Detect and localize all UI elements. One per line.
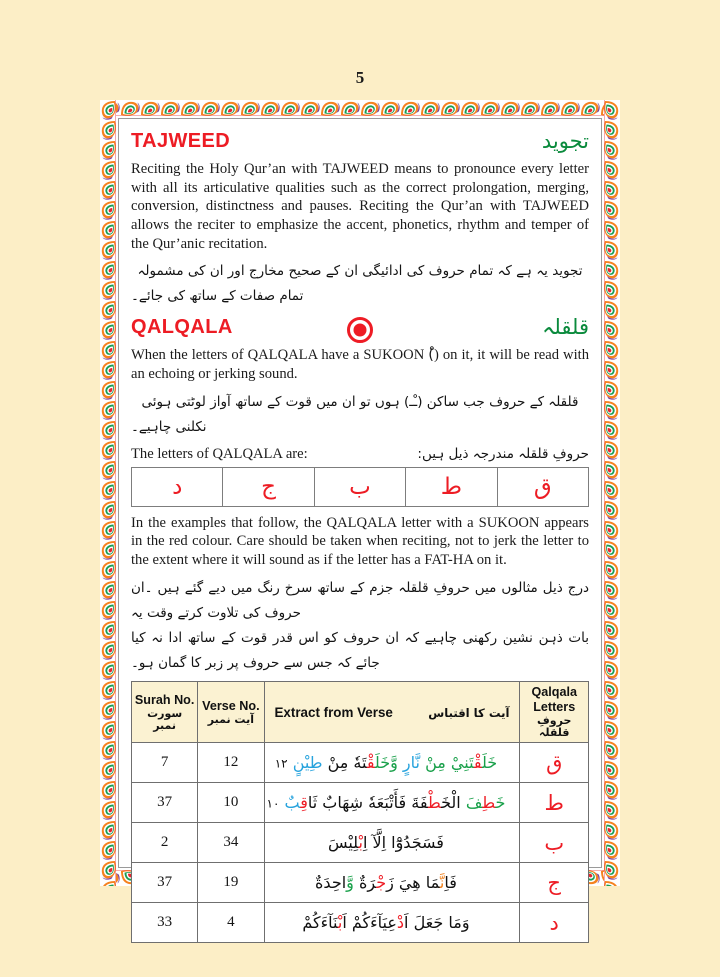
page-number: 5 [355, 68, 365, 87]
cell-verse-extract: فَاِنَّمَا هِيَ زَجْرَةٌ وَّاحِدَةٌ [264, 863, 520, 903]
cell-qalqala-letter: ق [520, 743, 589, 783]
column-header-qalqala-letters-en-line2: Letters [533, 699, 576, 714]
qalqala-paragraph-english: When the letters of QALQALA have a SUKOON (ْ) on it, it will be read with an echoing or jerking sound. [131, 347, 589, 382]
cell-verse-extract: خَطِفَ الْخَطْفَةَ فَأَتْبَعَهٗ شِهَابٌ ثَاقِبٌ ۱۰ [264, 783, 520, 823]
qalqala-note-urdu-line2: بات ذہن نشین رکھنی چاہیے کہ ان حروف کو اس قدر قوت کے ساتھ ادا نہ کیا جائے کہ جس سے حروف پر زبر کا گمان ہو۔ [131, 629, 589, 671]
table-row [132, 903, 589, 943]
cell-surah-no: 33 [132, 903, 198, 943]
cell-surah-no: 7 [132, 743, 198, 783]
column-header-qalqala-letters [520, 682, 589, 743]
tajweed-title: TAJWEED [131, 130, 231, 152]
column-header-extract-ur: آیت کا اقتباس [428, 705, 510, 720]
qalqala-note-urdu-line1: درج ذیل مثالوں میں حروفِ قلقلہ جزم کے ساتھ سرخ رنگ میں دیے گئے ہیں ۔ان حروف کی تلاوت کرتے وقت یہ [131, 579, 589, 621]
column-header-surah-no-ur: سورت نمبر [147, 706, 183, 732]
column-header-verse-no-ur: آیت نمبر [207, 712, 254, 726]
cell-verse-no: 34 [198, 823, 264, 863]
column-header-qalqala-letters-ur: حروفِ قلقلہ [537, 713, 572, 739]
qalqala-letter-cell: ق [497, 467, 588, 506]
tajweed-title-urdu: تجوید [541, 129, 589, 153]
cell-qalqala-letter: ج [520, 863, 589, 903]
column-header-qalqala-letters-en-line1: Qalqala [531, 685, 577, 700]
tajweed-paragraph-english: Reciting the Holy Qur’an with TAJWEED means to pronounce every letter with all its articulative qualities such as the correct prolongation, merging, conversion, distinctness and pauses. Reciting the Qur’an with TAJWEED allows the reciter to emphasize the accent, phonetics, rhythm and temper of the Qur’anic recitation. [131, 161, 589, 252]
decorative-page-frame [100, 100, 620, 935]
content-panel [118, 118, 602, 935]
qalqala-letters-label-urdu: حروفِ قلقلہ مندرجہ ذیل ہیں: [417, 445, 589, 462]
table-row [132, 467, 589, 506]
cell-verse-extract: فَسَجَدُوْٓا اِلَّآ اِبْلِيْسَ [264, 823, 520, 863]
border-ornament-top [100, 100, 620, 116]
examples-table-header-row [132, 682, 589, 743]
cell-qalqala-letter: ط [520, 783, 589, 823]
cell-surah-no: 37 [132, 783, 198, 823]
red-filled-circle-icon [347, 317, 373, 343]
table-row [132, 783, 589, 823]
cell-verse-extract: وَمَا جَعَلَ اَدْعِيَآءَكُمْ اَبْنَآءَكُمْ [264, 903, 520, 943]
cell-verse-extract: خَلَقْتَنِيْ مِنْ نَّارٍ وَّخَلَقْتَهٗ مِنْ طِيْنٍ ۱۲ [264, 743, 520, 783]
table-row [132, 743, 589, 783]
qalqala-letters-label-english: The letters of QALQALA are: [131, 445, 308, 462]
qalqala-title: QALQALA [131, 316, 233, 339]
qalqala-title-urdu: قلقلہ [542, 315, 589, 340]
cell-verse-no: 4 [198, 903, 264, 943]
border-ornament-right [604, 100, 620, 886]
qalqala-letter-cell: ج [223, 467, 314, 506]
cell-surah-no: 2 [132, 823, 198, 863]
qalqala-letters-label-row [131, 446, 589, 463]
qalqala-note-english: In the examples that follow, the QALQALA letter with a SUKOON appears in the red colour. Care should be taken when reciting, not to jerk the letter to the extent where it will sound as if the letter has a FAT-HA on it. [131, 514, 589, 568]
tajweed-heading-row [131, 129, 589, 159]
examples-table [131, 681, 589, 943]
qalqala-paragraph-urdu: قلقلہ کے حروف جب ساکن (ـْـ) ہوں تو ان میں قوت کے ساتھ آواز لوٹتی ہوئی نکلنی چاہیے۔ [131, 393, 579, 435]
table-row [132, 863, 589, 903]
column-header-verse-no-en: Verse No. [202, 698, 260, 713]
border-ornament-left [100, 100, 116, 886]
column-header-extract-en: Extract from Verse [274, 704, 393, 720]
cell-surah-no: 37 [132, 863, 198, 903]
column-header-surah-no [132, 682, 198, 743]
tajweed-paragraph-urdu: تجوید یہ ہے کہ تمام حروف کی ادائیگی ان کے صحیح مخارج اور ان کی مشمولہ تمام صفات کے ساتھ کی جائے۔ [131, 263, 583, 305]
qalqala-letter-cell: د [132, 467, 223, 506]
qalqala-letter-cell: ب [314, 467, 405, 506]
qalqala-letters-table [131, 467, 589, 507]
table-row [132, 823, 589, 863]
cell-qalqala-letter: د [520, 903, 589, 943]
qalqala-letter-cell: ط [406, 467, 497, 506]
cell-qalqala-letter: ب [520, 823, 589, 863]
column-header-verse-no [198, 682, 264, 743]
cell-verse-no: 10 [198, 783, 264, 823]
column-header-surah-no-en: Surah No. [134, 692, 195, 707]
column-header-extract [264, 682, 520, 743]
cell-verse-no: 12 [198, 743, 264, 783]
qalqala-heading-row [131, 315, 589, 345]
cell-verse-no: 19 [198, 863, 264, 903]
